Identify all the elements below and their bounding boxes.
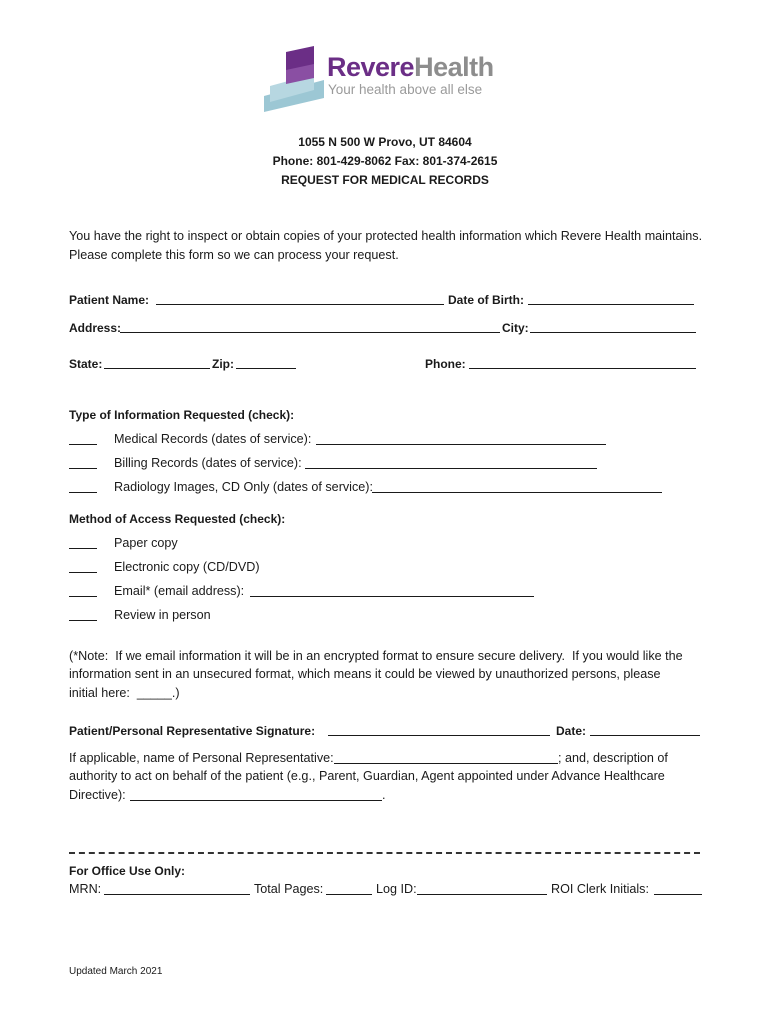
electronic-copy-label: Electronic copy (CD/DVD): [114, 560, 260, 574]
info-section-heading: Type of Information Requested (check):: [69, 408, 295, 422]
signature-label: Patient/Personal Representative Signature:: [69, 724, 316, 738]
radiology-label: Radiology Images, CD Only (dates of service):: [114, 480, 373, 494]
zip-field[interactable]: [236, 358, 296, 369]
signature-date-field[interactable]: [590, 725, 700, 736]
dob-field[interactable]: [528, 294, 694, 305]
note-line-2: information sent in an unsecured format, which means it could be viewed by unauthorized persons, please: [69, 667, 661, 681]
email-checkbox[interactable]: [69, 586, 97, 597]
patient-name-label: Patient Name:: [69, 293, 150, 307]
roi-clerk-label: ROI Clerk Initials:: [551, 882, 649, 896]
review-in-person-label: Review in person: [114, 608, 211, 622]
representative-authority-text: authority to act on behalf of the patient (e.g., Parent, Guardian, Agent appointed under Advance Healthcare: [69, 769, 665, 783]
billing-records-label: Billing Records (dates of service):: [114, 456, 302, 470]
directive-label: Directive):: [69, 788, 126, 802]
representative-name-label: If applicable, name of Personal Representative:: [69, 751, 334, 765]
note-line-1: (*Note: If we email information it will be in an encrypted format to ensure secure delivery. If you would like the: [69, 649, 683, 663]
directive-period: .: [382, 788, 386, 802]
intro-paragraph: You have the right to inspect or obtain copies of your protected health information which Revere Health maintains. Please complete this form so we can process your request.: [69, 229, 703, 262]
dob-label: Date of Birth:: [448, 293, 524, 307]
signature-date-label: Date:: [556, 724, 587, 738]
review-in-person-checkbox[interactable]: [69, 610, 97, 621]
medical-records-checkbox[interactable]: [69, 434, 97, 445]
representative-name-field[interactable]: [334, 753, 558, 764]
medical-records-dates-field[interactable]: [316, 434, 606, 445]
paper-copy-checkbox[interactable]: [69, 538, 97, 549]
patient-name-field[interactable]: [156, 294, 444, 305]
city-label: City:: [502, 321, 529, 335]
access-section-heading: Method of Access Requested (check):: [69, 512, 286, 526]
logo-mark-icon: [262, 44, 332, 116]
billing-records-dates-field[interactable]: [305, 458, 597, 469]
form-title: REQUEST FOR MEDICAL RECORDS: [281, 173, 489, 187]
total-pages-label: Total Pages:: [254, 882, 324, 896]
log-id-label: Log ID:: [376, 882, 417, 896]
brand-name-part1: Revere: [327, 52, 415, 82]
paper-copy-label: Paper copy: [114, 536, 178, 550]
billing-records-checkbox[interactable]: [69, 458, 97, 469]
email-label: Email* (email address):: [114, 584, 245, 598]
directive-field[interactable]: [130, 790, 382, 801]
state-label: State:: [69, 357, 103, 371]
office-use-heading: For Office Use Only:: [69, 864, 186, 878]
signature-field[interactable]: [328, 725, 550, 736]
address-field[interactable]: [120, 322, 500, 333]
electronic-copy-checkbox[interactable]: [69, 562, 97, 573]
brand-name-part2: Health: [414, 52, 494, 82]
log-id-field[interactable]: [417, 884, 547, 895]
clinic-phone-fax: Phone: 801-429-8062 Fax: 801-374-2615: [272, 154, 498, 168]
office-divider: [69, 852, 700, 854]
clinic-address: 1055 N 500 W Provo, UT 84604: [298, 135, 472, 149]
note-line-3: initial here: _____.): [69, 686, 180, 700]
city-field[interactable]: [530, 322, 696, 333]
phone-field[interactable]: [469, 358, 696, 369]
brand-name: [327, 52, 494, 83]
roi-clerk-field[interactable]: [654, 884, 702, 895]
address-label: Address:: [69, 321, 122, 335]
phone-label: Phone:: [425, 357, 466, 371]
mrn-label: MRN:: [69, 882, 102, 896]
brand-tagline: Your health above all else: [328, 82, 483, 97]
state-field[interactable]: [104, 358, 210, 369]
zip-label: Zip:: [212, 357, 234, 371]
mrn-field[interactable]: [104, 884, 250, 895]
email-address-field[interactable]: [250, 586, 534, 597]
total-pages-field[interactable]: [326, 884, 372, 895]
medical-records-label: Medical Records (dates of service):: [114, 432, 312, 446]
representative-suffix: ; and, description of: [558, 751, 668, 765]
radiology-checkbox[interactable]: [69, 482, 97, 493]
footer-updated: Updated March 2021: [69, 966, 163, 977]
radiology-dates-field[interactable]: [372, 482, 662, 493]
